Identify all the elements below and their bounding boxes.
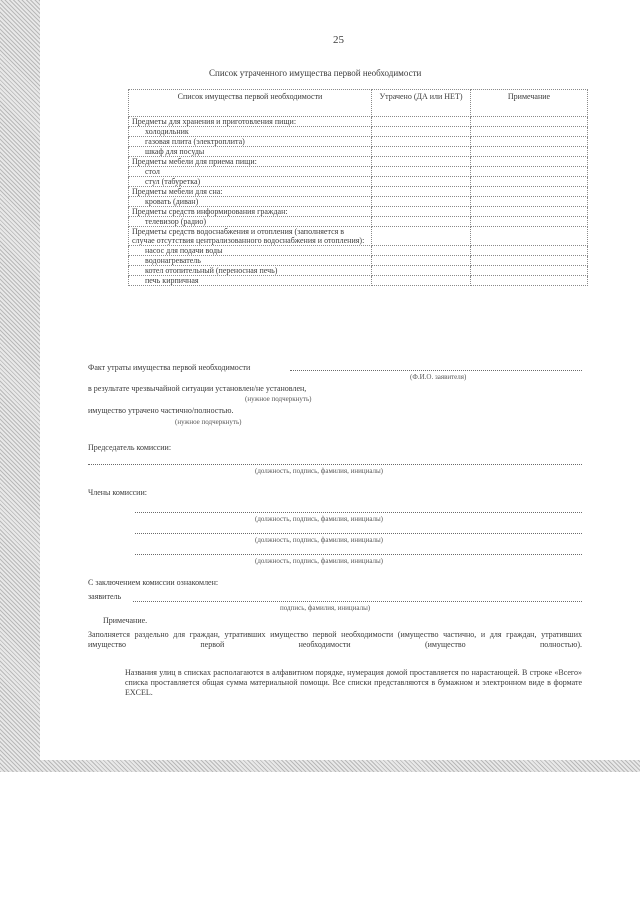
header-property: Список имущества первой необходимости bbox=[129, 90, 372, 117]
applicant-hint: подпись, фамилия, инициалы) bbox=[280, 604, 371, 612]
note-cell[interactable] bbox=[471, 157, 588, 167]
table-row bbox=[129, 167, 588, 177]
note-cell[interactable] bbox=[471, 217, 588, 227]
note-cell[interactable] bbox=[471, 177, 588, 187]
table-row bbox=[129, 227, 588, 246]
table-row bbox=[129, 147, 588, 157]
lost-cell[interactable] bbox=[372, 157, 471, 167]
document-page bbox=[40, 0, 640, 760]
property-item: стул (табуретка) bbox=[129, 177, 372, 187]
fact-label: Факт утраты имущества первой необходимости bbox=[88, 363, 251, 372]
note-cell[interactable] bbox=[471, 197, 588, 207]
member-hint-3: (должность, подпись, фамилия, инициалы) bbox=[255, 557, 384, 565]
note-cell[interactable] bbox=[471, 117, 588, 127]
table-row bbox=[129, 246, 588, 256]
note-cell[interactable] bbox=[471, 207, 588, 217]
table-row bbox=[129, 157, 588, 167]
lost-cell[interactable] bbox=[372, 167, 471, 177]
note-text: Заполняется раздельно для граждан, утративших имущество первой необходимости (имущество частично, и для граждан, утративших имущество первой необходимости (имущество полностью). bbox=[88, 630, 582, 649]
table-row bbox=[129, 217, 588, 227]
chairman-line[interactable] bbox=[88, 464, 582, 465]
note-cell[interactable] bbox=[471, 246, 588, 256]
note-title: Примечание. bbox=[103, 616, 148, 625]
lost-cell[interactable] bbox=[372, 207, 471, 217]
lost-cell[interactable] bbox=[372, 137, 471, 147]
note-cell[interactable] bbox=[471, 256, 588, 266]
property-item: газовая плита (электроплита) bbox=[129, 137, 372, 147]
chairman-hint: (должность, подпись, фамилия, инициалы) bbox=[255, 467, 384, 475]
property-item: Предметы средств информирования граждан: bbox=[129, 207, 372, 217]
property-item: Предметы мебели для приема пищи: bbox=[129, 157, 372, 167]
note-cell[interactable] bbox=[471, 227, 588, 246]
applicant-line[interactable] bbox=[133, 601, 582, 602]
note-cell[interactable] bbox=[471, 127, 588, 137]
members-label: Члены комиссии: bbox=[88, 488, 147, 497]
member-line-3[interactable] bbox=[135, 554, 582, 555]
property-item: котел отопительный (переносная печь) bbox=[129, 266, 372, 276]
lost-cell[interactable] bbox=[372, 147, 471, 157]
table-row bbox=[129, 266, 588, 276]
note-cell[interactable] bbox=[471, 147, 588, 157]
fio-hint: (Ф.И.О. заявителя) bbox=[410, 373, 467, 381]
property-item: насос для подачи воды bbox=[129, 246, 372, 256]
header-lost: Утрачено (ДА или НЕТ) bbox=[372, 90, 471, 117]
lost-cell[interactable] bbox=[372, 187, 471, 197]
lost-cell[interactable] bbox=[372, 276, 471, 286]
document-title: Список утраченного имущества первой необходимости bbox=[209, 68, 422, 78]
table-row bbox=[129, 177, 588, 187]
table-row bbox=[129, 276, 588, 286]
property-item: Предметы для хранения и приготовления пищи: bbox=[129, 117, 372, 127]
page-number: 25 bbox=[333, 34, 344, 46]
table-row bbox=[129, 127, 588, 137]
table-row bbox=[129, 197, 588, 207]
note-cell[interactable] bbox=[471, 187, 588, 197]
property-item: печь кирпичная bbox=[129, 276, 372, 286]
property-item: Предметы средств водоснабжения и отопления (заполняется в случае отсутствия централизованного водоснабжения и отопления): bbox=[129, 227, 372, 246]
lost-hint: (нужное подчеркнуть) bbox=[175, 418, 242, 426]
header-note: Примечание bbox=[471, 90, 588, 117]
scan-edge-bottom bbox=[0, 760, 640, 772]
property-item: телевизор (радио) bbox=[129, 217, 372, 227]
table-row bbox=[129, 207, 588, 217]
table-body bbox=[129, 117, 588, 286]
property-item: стол bbox=[129, 167, 372, 177]
property-item: водонагреватель bbox=[129, 256, 372, 266]
lost-cell[interactable] bbox=[372, 177, 471, 187]
lost-cell[interactable] bbox=[372, 227, 471, 246]
lost-cell[interactable] bbox=[372, 256, 471, 266]
lost-cell[interactable] bbox=[372, 197, 471, 207]
member-hint-1: (должность, подпись, фамилия, инициалы) bbox=[255, 515, 384, 523]
property-item: кровать (диван) bbox=[129, 197, 372, 207]
table-row bbox=[129, 137, 588, 147]
note-cell[interactable] bbox=[471, 137, 588, 147]
note-cell[interactable] bbox=[471, 276, 588, 286]
fio-line[interactable] bbox=[290, 370, 582, 371]
table-header-row bbox=[129, 90, 588, 117]
applicant-label: заявитель bbox=[88, 592, 122, 601]
lost-cell[interactable] bbox=[372, 246, 471, 256]
property-item: Предметы мебели для сна: bbox=[129, 187, 372, 197]
note-cell[interactable] bbox=[471, 266, 588, 276]
acquainted-label: С заключением комиссии ознакомлен: bbox=[88, 578, 219, 587]
property-item: шкаф для посуды bbox=[129, 147, 372, 157]
lost-cell[interactable] bbox=[372, 217, 471, 227]
situation-line: в результате чрезвычайной ситуации установлен/не установлен, bbox=[88, 384, 307, 393]
table-row bbox=[129, 117, 588, 127]
situation-hint: (нужное подчеркнуть) bbox=[245, 395, 312, 403]
member-hint-2: (должность, подпись, фамилия, инициалы) bbox=[255, 536, 384, 544]
lost-cell[interactable] bbox=[372, 127, 471, 137]
member-line-1[interactable] bbox=[135, 512, 582, 513]
table-row bbox=[129, 256, 588, 266]
lost-cell[interactable] bbox=[372, 266, 471, 276]
property-table bbox=[128, 89, 588, 286]
scan-edge-left bbox=[0, 0, 40, 772]
property-item: холодильник bbox=[129, 127, 372, 137]
note-paragraph-2: Названия улиц в списках располагаются в алфавитном порядке, нумерация домой проставляется по нарастающей. В строке «Всего» списка проставляется общая сумма материальной помощи. Все списки представляются в бумажном и электронном виде в формате EXCEL. bbox=[125, 668, 582, 697]
lost-cell[interactable] bbox=[372, 117, 471, 127]
table-row bbox=[129, 187, 588, 197]
note-cell[interactable] bbox=[471, 167, 588, 177]
member-line-2[interactable] bbox=[135, 533, 582, 534]
chairman-label: Председатель комиссии: bbox=[88, 443, 172, 452]
lost-line: имущество утрачено частично/полностью. bbox=[88, 406, 234, 415]
